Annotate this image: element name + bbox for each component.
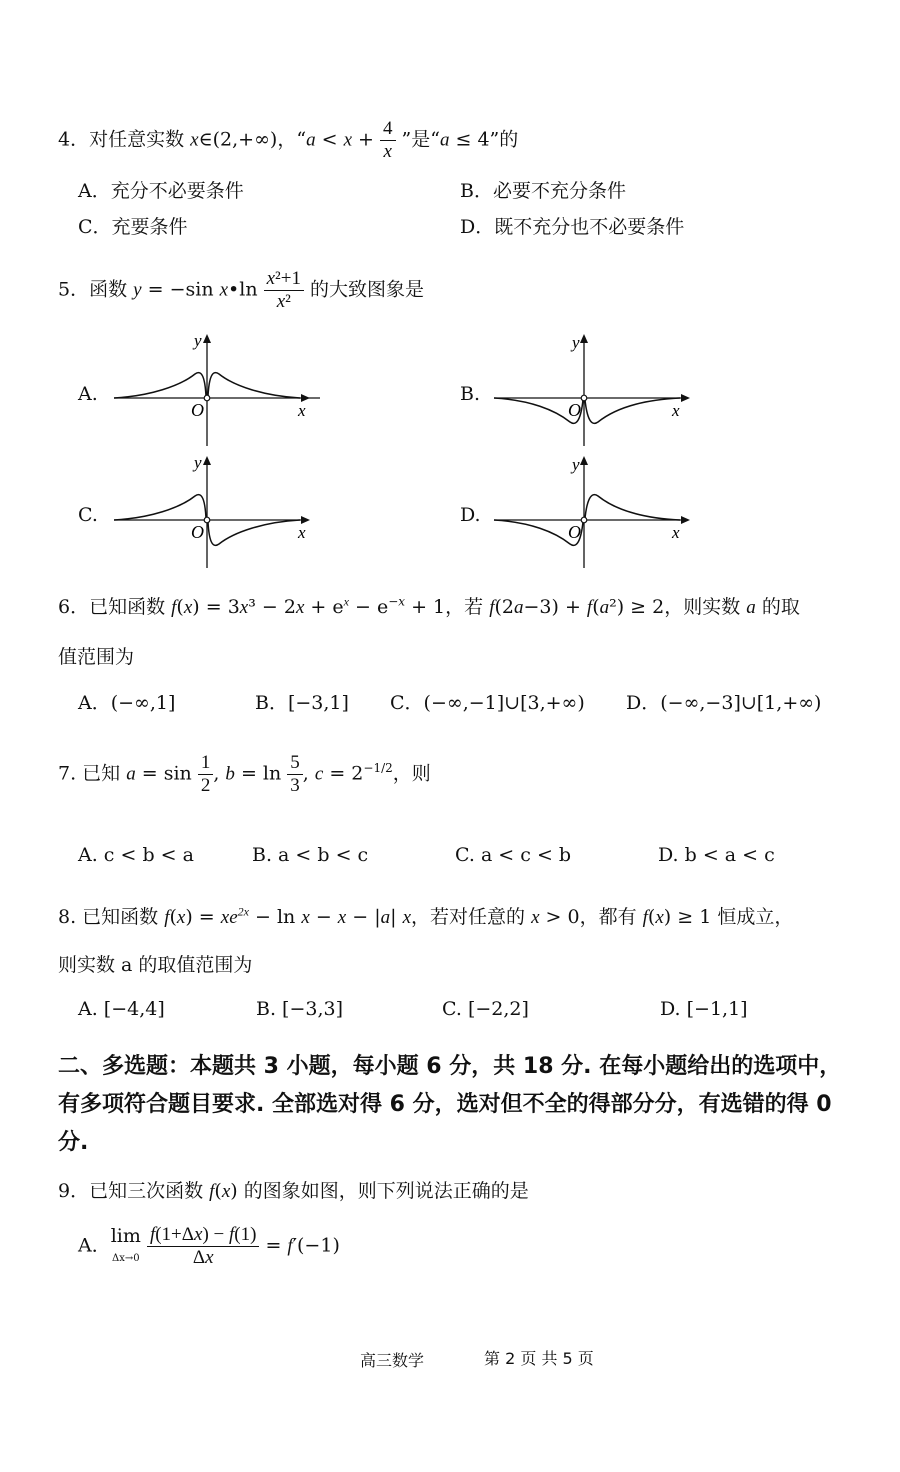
q7-option-d[interactable]: D. b < a < c (658, 844, 775, 866)
q4-option-c[interactable]: C．充要条件 (78, 216, 188, 238)
footer-subject: 高三数学 (360, 1351, 425, 1370)
question-6-stem: 6．已知函数 $f(x) = 3x^3 - 2x + e^x - e^{-x} + 1$，若 f(2a−3) + f(a²) ≥ 2，则实数 a 的取 (58, 594, 800, 618)
q7-option-a[interactable]: A. c < b < a (78, 844, 194, 866)
question-9-stem: 9．已知三次函数 f(x) 的图象如图，则下列说法正确的是 (58, 1180, 529, 1202)
graph-c-origin: O (191, 522, 204, 542)
graph-b-x-label: x (672, 401, 680, 420)
graph-a[interactable] (110, 330, 320, 448)
graph-b-y-label: y (572, 333, 580, 352)
question-7-stem: 7. 已知 a = sin $\frac{1}{2}$ , b = ln $\frac{5}{3}$ , $c = 2^{-1/2}$，则 (58, 752, 431, 796)
q8-option-c[interactable]: C. [−2,2] (442, 998, 529, 1020)
graph-b-label[interactable]: B. (460, 383, 481, 405)
q8-option-a[interactable]: A. [−4,4] (78, 998, 165, 1020)
q9-option-a[interactable]: A．lim Δx→0 $\frac{f(1+\Delta x) - f(1)}{\Delta x}$ = f′(−1) (78, 1224, 340, 1268)
q4-option-a[interactable]: A．充分不必要条件 (78, 180, 244, 202)
graph-b-origin: O (568, 400, 581, 420)
q6-option-d[interactable]: D．(−∞,−3]∪[1,+∞) (626, 692, 822, 714)
q4-option-d[interactable]: D．既不充分也不必要条件 (460, 216, 685, 238)
q4-option-b[interactable]: B．必要不充分条件 (460, 180, 626, 202)
graph-a-x-label: x (298, 401, 306, 420)
q6-option-b[interactable]: B．[−3,1] (255, 692, 349, 714)
footer-page-number: 第 2 页 共 5 页 (484, 1349, 594, 1368)
question-4-stem: 4．对任意实数 x∈(2,+∞)，“a < x + $\frac{4}{x}$ ”是“a ≤ 4”的 (58, 118, 519, 162)
graph-d-x-label: x (672, 523, 680, 542)
q8-option-d[interactable]: D. [−1,1] (660, 998, 748, 1020)
graph-c-y-label: y (194, 453, 202, 472)
q6-option-a[interactable]: A．(−∞,1] (78, 692, 176, 714)
graph-d-origin: O (568, 522, 581, 542)
graph-d[interactable] (490, 452, 695, 570)
question-5-stem: 5．函数 y = −sin x•ln $\frac{\text{x²+1}}{\text{x²}}$ 的大致图象是 (58, 268, 425, 312)
q8-option-b[interactable]: B. [−3,3] (256, 998, 344, 1020)
q7-option-b[interactable]: B. a < b < c (252, 844, 369, 866)
graph-b[interactable] (490, 330, 695, 448)
question-8-stem-line2: 则实数 a 的取值范围为 (58, 954, 253, 976)
question-8-stem: 8. 已知函数 $f(x) = xe^{2x} - \ln x - x - |a|$ x，若对任意的 x > 0，都有 f(x) ≥ 1 恒成立， (58, 904, 794, 928)
q6-option-c[interactable]: C．(−∞,−1]∪[3,+∞) (390, 692, 585, 714)
graph-a-y-label: y (194, 331, 202, 350)
graph-d-label[interactable]: D. (460, 504, 481, 526)
question-6-stem-line2: 值范围为 (58, 646, 135, 668)
graph-a-origin: O (191, 400, 204, 420)
graph-a-label[interactable]: A. (78, 383, 98, 405)
q7-option-c[interactable]: C. a < c < b (455, 844, 572, 866)
graph-c[interactable] (110, 452, 320, 570)
section-2-heading: 二、多选题：本题共 3 小题，每小题 6 分，共 18 分. 在每小题给出的选项中，有多项符合题目要求. 全部选对得 6 分，选对但不全的得部分分，有选错的得 0 分. (58, 1054, 842, 1155)
graph-c-label[interactable]: C. (78, 504, 98, 526)
graph-d-y-label: y (572, 455, 580, 474)
graph-c-x-label: x (298, 523, 306, 542)
